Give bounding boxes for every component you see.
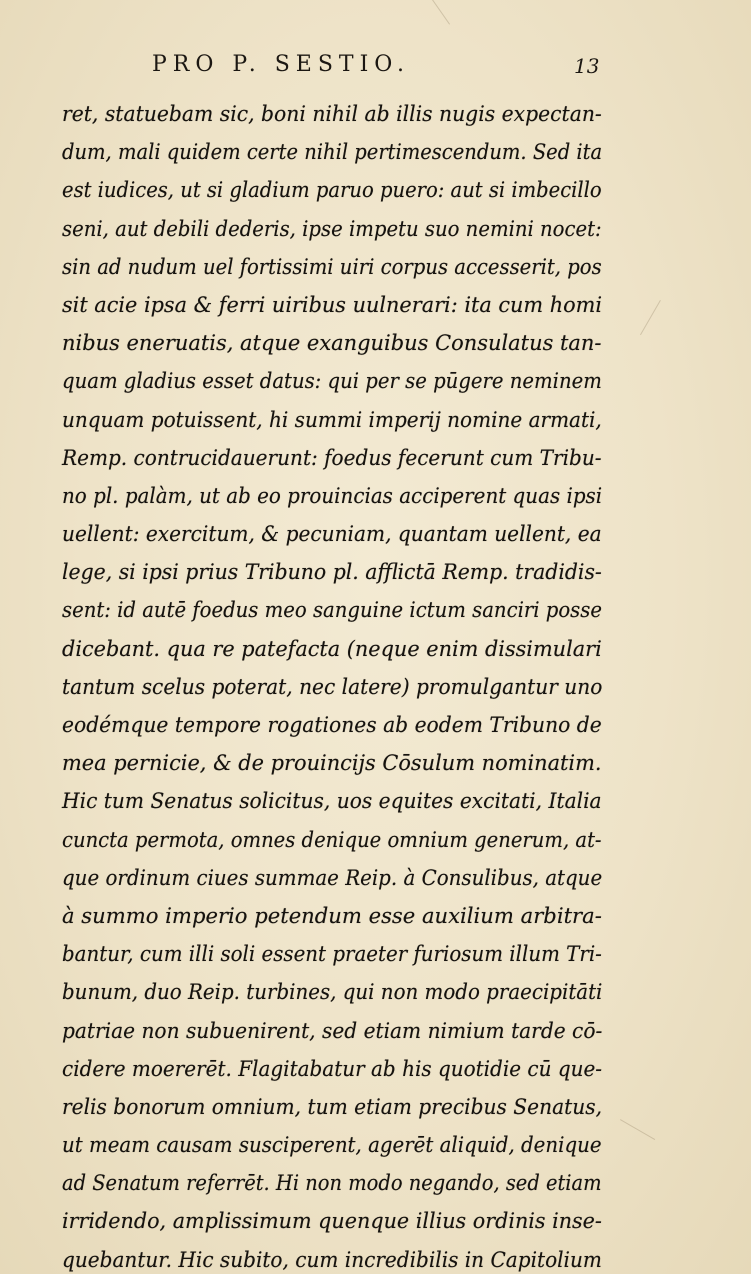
text-line: patriae non subuenirent, sed etiam nimium tarde cō- xyxy=(62,1018,603,1044)
text-line: unquam potuissent, hi summi imperij nomine armati, xyxy=(62,407,602,433)
text-line: cuncta permota, omnes denique omnium generum, at- xyxy=(62,827,602,853)
text-line: bantur, cum illi soli essent praeter furiosum illum Tri- xyxy=(62,942,602,968)
running-head xyxy=(60,52,620,82)
paper-crease xyxy=(432,0,450,25)
text-line: Hic tum Senatus solicitus, uos equites excitati, Italia xyxy=(62,789,602,815)
text-line: que ordinum ciues summae Reip. à Consulibus, atque xyxy=(62,865,603,891)
text-line: à summo imperio petendum esse auxilium arbitra- xyxy=(62,903,602,929)
text-line: ad Senatum referrēt. Hi non modo negando, sed etiam xyxy=(62,1171,602,1197)
text-line: uellent: exercitum, & pecuniam, quantam uellent, ea xyxy=(62,522,602,548)
text-line: sent: id autē foedus meo sanguine ictum sanciri posse xyxy=(62,598,602,624)
text-line: quebantur. Hic subito, cum incredibilis in Capitolium xyxy=(62,1247,602,1273)
running-title: PRO P. SESTIO. xyxy=(152,52,411,77)
paper-crease xyxy=(640,300,661,335)
text-line: no pl. palàm, ut ab eo prouincias acciperent quas ipsi xyxy=(62,483,603,509)
text-line: quam gladius esset datus: qui per se pūgere neminem xyxy=(62,369,602,395)
text-line: seni, aut debili dederis, ipse impetu suo nemini nocet: xyxy=(62,216,602,242)
page-number: 13 xyxy=(574,54,600,78)
paper-crease xyxy=(620,1119,655,1140)
text-line: eodémque tempore rogationes ab eodem Tribuno de xyxy=(62,713,602,738)
text-line: dum, mali quidem certe nihil pertimescendum. Sed ita xyxy=(62,140,603,166)
text-line: est iudices, ut si gladium paruo puero: aut si imbecillo xyxy=(62,178,602,204)
text-line: irridendo, amplissimum quenque illius ordinis inse- xyxy=(62,1209,602,1235)
text-line: sit acie ipsa & ferri uiribus uulnerari: ita cum homi xyxy=(62,292,603,318)
text-line: cidere moererēt. Flagitabatur ab his quotidie cū que- xyxy=(62,1056,603,1082)
text-line: bunum, duo Reip. turbines, qui non modo praecipitāti xyxy=(62,980,603,1006)
text-line: relis bonorum omnium, tum etiam precibus Senatus, xyxy=(62,1094,603,1120)
text-line: Remp. contrucidauerunt: foedus fecerunt cum Tribu- xyxy=(62,445,602,471)
text-line: nibus eneruatis, atque exanguibus Consulatus tan- xyxy=(62,331,602,357)
text-line: mea pernicie, & de prouincijs Cōsulum nominatim. xyxy=(62,751,602,777)
text-line: ut meam causam susciperent, agerēt aliquid, denique xyxy=(62,1133,602,1159)
text-line: sin ad nudum uel fortissimi uiri corpus accesserit, pos xyxy=(62,254,602,280)
text-line: dicebant. qua re patefacta (neque enim dissimulari xyxy=(62,636,602,662)
text-line: lege, si ipsi prius Tribuno pl. afflictā Remp. tradidis- xyxy=(62,560,602,586)
body-text xyxy=(62,96,602,1274)
text-line: ret, statuebam sic, boni nihil ab illis nugis expectan- xyxy=(62,102,602,127)
text-line: tantum scelus poterat, nec latere) promulgantur uno xyxy=(62,674,603,700)
